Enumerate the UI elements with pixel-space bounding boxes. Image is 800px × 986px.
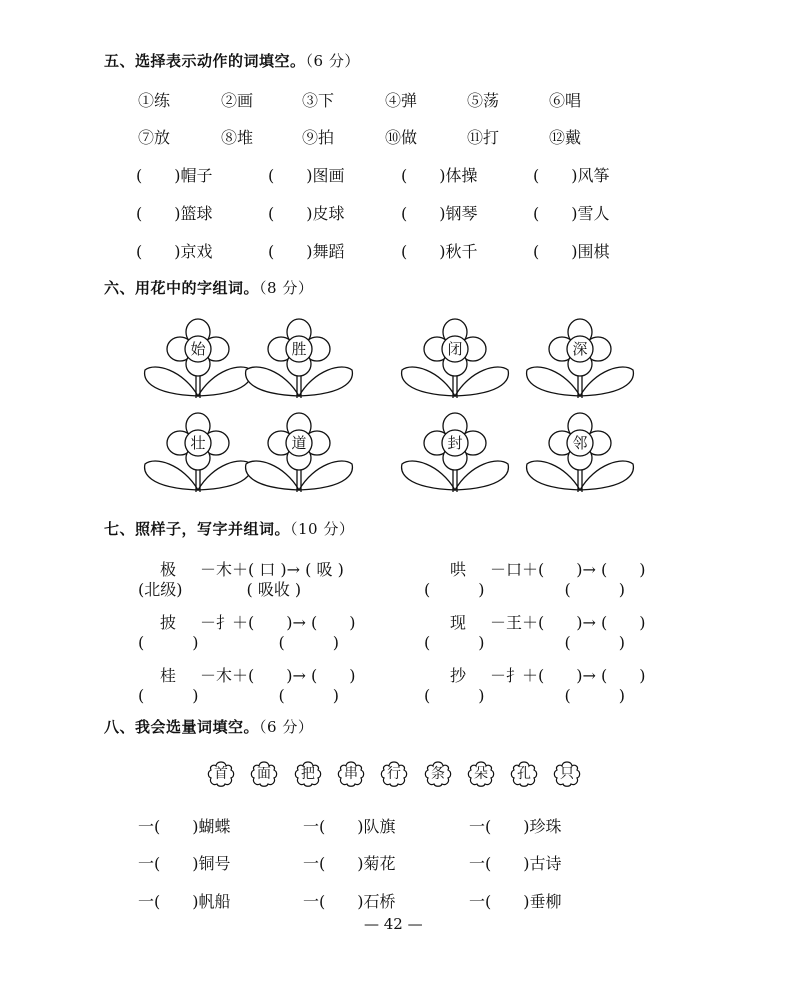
answer-blank[interactable]: 一( ) <box>138 817 199 836</box>
answer-blank[interactable]: 一( ) <box>469 892 530 911</box>
option: ⑨拍 <box>302 128 335 147</box>
item-text: 铜号 <box>198 854 231 873</box>
answer-blank[interactable]: ( ) <box>268 166 313 185</box>
item-text: 图画 <box>312 166 345 185</box>
fill-item[interactable] <box>303 851 396 874</box>
answer-blank[interactable]: 一( ) <box>469 854 530 873</box>
answer-blank[interactable]: 一( ) <box>469 817 530 836</box>
answer-blank[interactable]: ( ) <box>136 166 181 185</box>
section5-heading <box>104 50 360 71</box>
flower <box>143 412 253 502</box>
item-text: 菊花 <box>363 854 396 873</box>
flower-char: 封 <box>447 434 463 452</box>
flower-char: 胜 <box>291 340 307 358</box>
item-text: 雪人 <box>577 204 610 223</box>
task-char: 哄 <box>450 560 467 579</box>
measure-word-badge <box>380 760 408 788</box>
section7-score: （10 分） <box>290 520 355 538</box>
flower-char: 道 <box>291 434 307 452</box>
word-answers[interactable]: (北级) ( 吸收 ) <box>138 580 302 599</box>
formula[interactable]: －扌＋( )→ ( ) <box>200 613 356 632</box>
fill-item[interactable] <box>401 201 478 224</box>
answer-blank[interactable]: 一( ) <box>138 892 199 911</box>
item-text: 队旗 <box>363 817 396 836</box>
formula[interactable]: －扌＋( )→ ( ) <box>490 666 646 685</box>
fill-item[interactable] <box>533 201 610 224</box>
measure-word: 条 <box>431 766 445 782</box>
measure-word: 孔 <box>517 766 531 782</box>
item-text: 体操 <box>445 166 478 185</box>
item-text: 围棋 <box>577 242 610 261</box>
flower-char: 闭 <box>447 340 463 358</box>
word-answers[interactable]: ( ) ( ) <box>138 633 339 652</box>
measure-word: 首 <box>214 766 228 782</box>
fill-item[interactable] <box>268 201 345 224</box>
fill-item[interactable] <box>533 163 610 186</box>
section8-title: 八、我会选量词填空。 <box>104 718 260 736</box>
word-answers[interactable]: ( ) ( ) <box>424 633 625 652</box>
answer-blank[interactable]: 一( ) <box>303 854 364 873</box>
word-answers[interactable]: ( ) ( ) <box>424 686 625 705</box>
item-text: 蝴蝶 <box>198 817 231 836</box>
option: ②画 <box>221 91 254 110</box>
fill-item[interactable] <box>469 814 562 837</box>
item-text: 珍珠 <box>529 817 562 836</box>
fill-item[interactable] <box>303 889 396 912</box>
option: ③下 <box>302 91 335 110</box>
measure-word-badge <box>294 760 322 788</box>
answer-blank[interactable]: ( ) <box>533 204 578 223</box>
answer-blank[interactable]: ( ) <box>268 242 313 261</box>
word-answers[interactable]: ( ) ( ) <box>138 686 339 705</box>
section6-score: （8 分） <box>259 279 314 297</box>
measure-word-badge <box>207 760 235 788</box>
item-text: 古诗 <box>529 854 562 873</box>
section8-score: （6 分） <box>259 718 314 736</box>
measure-word-badge <box>250 760 278 788</box>
measure-word: 串 <box>344 766 358 782</box>
section6-heading <box>104 277 313 298</box>
option: ⑪打 <box>467 128 500 147</box>
task-char: 抄 <box>450 666 467 685</box>
fill-item[interactable] <box>303 814 396 837</box>
fill-item[interactable] <box>401 163 478 186</box>
flower <box>525 412 635 502</box>
item-text: 石桥 <box>363 892 396 911</box>
measure-word-badge <box>467 760 495 788</box>
measure-word: 朵 <box>474 766 488 782</box>
answer-blank[interactable]: ( ) <box>401 242 446 261</box>
word-answers[interactable]: ( ) ( ) <box>424 580 625 599</box>
page-number: — 42 — <box>364 915 423 933</box>
fill-item[interactable] <box>136 239 213 262</box>
measure-word: 行 <box>387 766 401 782</box>
fill-item[interactable] <box>469 889 562 912</box>
fill-item[interactable] <box>401 239 478 262</box>
measure-word-badge <box>337 760 365 788</box>
task-char: 披 <box>160 613 177 632</box>
answer-blank[interactable]: ( ) <box>533 242 578 261</box>
measure-word-badge <box>424 760 452 788</box>
flower <box>400 318 510 408</box>
section7-heading <box>104 518 354 539</box>
fill-item[interactable] <box>268 163 345 186</box>
flower <box>244 318 354 408</box>
measure-word: 只 <box>560 766 574 782</box>
item-text: 秋千 <box>445 242 478 261</box>
item-text: 京戏 <box>180 242 213 261</box>
item-text: 风筝 <box>577 166 610 185</box>
flower <box>244 412 354 502</box>
answer-blank[interactable]: ( ) <box>401 204 446 223</box>
flower <box>525 318 635 408</box>
fill-item[interactable] <box>469 851 562 874</box>
task-char: 现 <box>450 613 467 632</box>
answer-blank[interactable]: ( ) <box>136 242 181 261</box>
option: ①练 <box>138 91 171 110</box>
answer-blank[interactable]: ( ) <box>533 166 578 185</box>
answer-blank[interactable]: ( ) <box>401 166 446 185</box>
section5-score: （6 分） <box>305 52 360 70</box>
fill-item[interactable] <box>268 239 345 262</box>
task-char: 桂 <box>160 666 177 685</box>
fill-item[interactable] <box>136 201 213 224</box>
answer-blank[interactable]: 一( ) <box>303 892 364 911</box>
formula[interactable]: －木＋( 口 )→ ( 吸 ) <box>200 560 344 579</box>
option: ⑦放 <box>138 128 171 147</box>
option: ⑫戴 <box>549 128 582 147</box>
item-text: 垂柳 <box>529 892 562 911</box>
flower-char: 深 <box>572 340 588 358</box>
measure-word-badge <box>510 760 538 788</box>
item-text: 舞蹈 <box>312 242 345 261</box>
formula[interactable]: －口＋( )→ ( ) <box>490 560 646 579</box>
answer-blank[interactable]: 一( ) <box>303 817 364 836</box>
option: ⑤荡 <box>467 91 500 110</box>
flower-char: 壮 <box>190 434 206 452</box>
flower-char: 邻 <box>572 434 588 452</box>
formula[interactable]: －王＋( )→ ( ) <box>490 613 646 632</box>
option: ⑧堆 <box>221 128 254 147</box>
answer-blank[interactable]: ( ) <box>136 204 181 223</box>
fill-item[interactable] <box>138 814 231 837</box>
formula[interactable]: －木＋( )→ ( ) <box>200 666 356 685</box>
item-text: 皮球 <box>312 204 345 223</box>
measure-word-badge <box>553 760 581 788</box>
option: ⑩做 <box>385 128 418 147</box>
example-char: 极 <box>160 560 177 579</box>
measure-word: 把 <box>301 766 315 782</box>
section5-title: 五、选择表示动作的词填空。 <box>104 52 306 70</box>
fill-item[interactable] <box>138 851 231 874</box>
item-text: 帆船 <box>198 892 231 911</box>
fill-item[interactable] <box>136 163 213 186</box>
item-text: 帽子 <box>180 166 213 185</box>
item-text: 钢琴 <box>445 204 478 223</box>
answer-blank[interactable]: 一( ) <box>138 854 199 873</box>
measure-word: 面 <box>257 766 271 782</box>
answer-blank[interactable]: ( ) <box>268 204 313 223</box>
fill-item[interactable] <box>533 239 610 262</box>
section7-title: 七、照样子，写字并组词。 <box>104 520 291 538</box>
item-text: 篮球 <box>180 204 213 223</box>
option: ④弹 <box>385 91 418 110</box>
flower <box>400 412 510 502</box>
flower-char: 始 <box>190 340 206 358</box>
section6-title: 六、用花中的字组词。 <box>104 279 260 297</box>
option: ⑥唱 <box>549 91 582 110</box>
fill-item[interactable] <box>138 889 231 912</box>
section8-heading <box>104 716 313 737</box>
flower <box>143 318 253 408</box>
